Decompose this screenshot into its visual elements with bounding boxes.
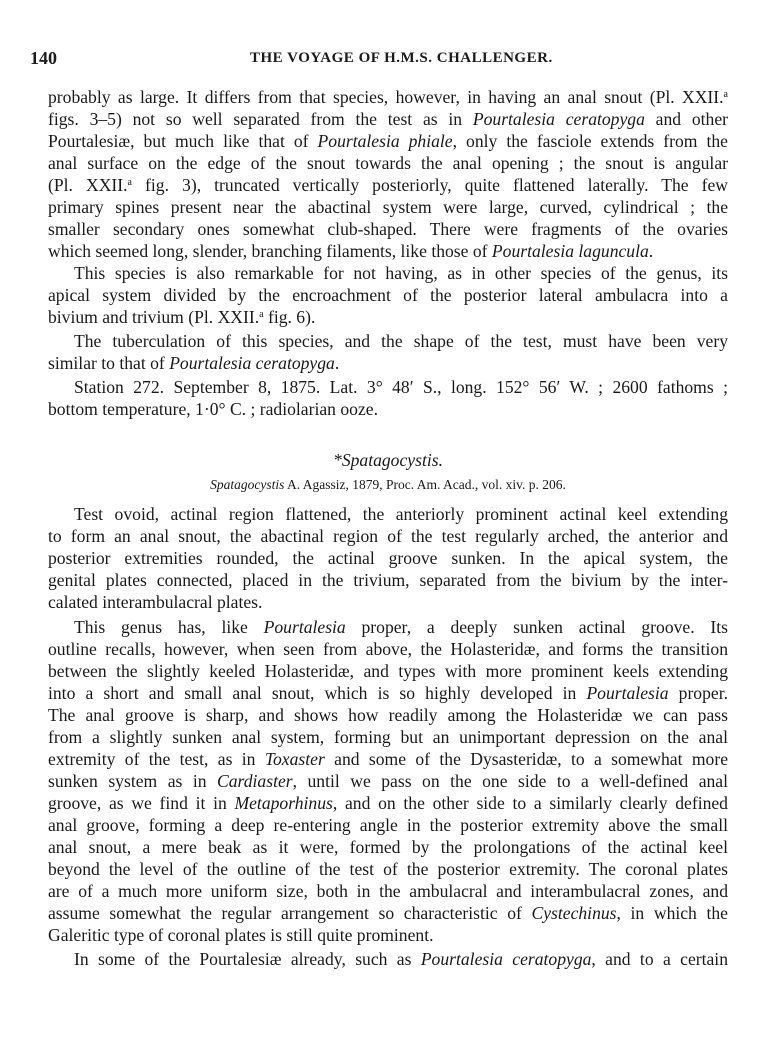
text-line: primary spines present near the abactinal system were large, curved, cylindrical ; the bbox=[48, 197, 728, 217]
text-line: (Pl. XXII.$^a$ fig. 3), truncated vertically posteriorly, quite flattened laterally. The few bbox=[48, 175, 728, 195]
text-line: calated interambulacral plates. bbox=[48, 592, 263, 612]
text-line: similar to that of Pourtalesia ceratopyga. bbox=[48, 353, 340, 373]
text-line: assume somewhat the regular arrangement so characteristic of Cystechinus, in which the bbox=[48, 903, 728, 923]
text-line: figs. 3–5) not so well separated from the test as in Pourtalesia ceratopyga and other bbox=[48, 109, 728, 129]
text-line: apical system divided by the encroachment of the posterior lateral ambulacra into a bbox=[48, 285, 728, 305]
text-line: genital plates connected, placed in the trivium, separated from the bivium by the inter- bbox=[48, 570, 728, 590]
text-line: beyond the level of the outline of the test of the posterior extremity. The coronal plates bbox=[48, 859, 728, 879]
text-line: groove, as we find it in Metaporhinus, and on the other side to a similarly clearly defined bbox=[48, 793, 728, 813]
text-line: The tuberculation of this species, and the shape of the test, must have been very bbox=[74, 331, 728, 351]
station-line: Station 272. September 8, 1875. Lat. 3° 48′ S., long. 152° 56′ W. ; 2600 fathoms ; bbox=[74, 377, 728, 397]
text-line: between the slightly keeled Holasteridæ, and types with more prominent keels extending bbox=[48, 661, 728, 681]
text-line: Galeritic type of coronal plates is still quite prominent. bbox=[48, 925, 434, 945]
station-line: bottom temperature, 1·0° C. ; radiolarian ooze. bbox=[48, 399, 378, 419]
text-line: anal groove, forming a deep re-entering angle in the posterior extremity above the small bbox=[48, 815, 728, 835]
text-line: into a short and small anal snout, which is so highly developed in Pourtalesia proper. bbox=[48, 683, 728, 703]
text-line: In some of the Pourtalesiæ already, such as Pourtalesia ceratopyga, and to a certain bbox=[74, 949, 728, 969]
section-citation: Spatagocystis A. Agassiz, 1879, Proc. Am. Acad., vol. xiv. p. 206. bbox=[210, 477, 566, 492]
text-line: anal snout, a mere beak as it were, formed by the prolongations of the actinal keel bbox=[48, 837, 728, 857]
text-line: This species is also remarkable for not having, as in other species of the genus, its bbox=[74, 263, 728, 283]
text-line: The anal groove is sharp, and shows how readily among the Holasteridæ we can pass bbox=[48, 705, 728, 725]
text-line: Pourtalesiæ, but much like that of Pourtalesia phiale, only the fasciole extends from the bbox=[48, 131, 728, 151]
text-line: bivium and trivium (Pl. XXII.$^a$ fig. 6). bbox=[48, 307, 316, 327]
text-line: smaller secondary ones somewhat club-shaped. There were fragments of the ovaries bbox=[48, 219, 728, 239]
text-line: extremity of the test, as in Toxaster and some of the Dysasteridæ, to a somewhat more bbox=[48, 749, 728, 769]
text-line: from a slightly sunken anal system, forming but an unimportant depression on the anal bbox=[48, 727, 728, 747]
text-line: posterior extremities rounded, the actinal groove sunken. In the apical system, the bbox=[48, 548, 728, 568]
page-number: 140 bbox=[30, 48, 57, 68]
text-line: Test ovoid, actinal region flattened, the anteriorly prominent actinal keel extending bbox=[74, 504, 728, 524]
text-line: outline recalls, however, when seen from above, the Holasteridæ, and forms the transition bbox=[48, 639, 728, 659]
text-line: probably as large. It differs from that species, however, in having an anal snout (Pl. XXII.$^a$ bbox=[48, 87, 728, 107]
section-heading: *Spatagocystis. bbox=[333, 450, 443, 470]
text-line: anal surface on the edge of the snout towards the anal opening ; the snout is angular bbox=[48, 153, 728, 173]
running-head: THE VOYAGE OF H.M.S. CHALLENGER. bbox=[250, 50, 553, 66]
page-header bbox=[30, 42, 746, 70]
text-line: are of a much more uniform size, both in the ambulacral and interambulacral zones, and bbox=[48, 881, 728, 901]
text-line: sunken system as in Cardiaster, until we pass on the one side to a well-defined anal bbox=[48, 771, 728, 791]
text-line: to form an anal snout, the abactinal region of the test regularly arched, the anterior and bbox=[48, 526, 728, 546]
text-line: which seemed long, slender, branching filaments, like those of Pourtalesia laguncula. bbox=[48, 241, 654, 261]
text-line: This genus has, like Pourtalesia proper, a deeply sunken actinal groove. Its bbox=[74, 617, 728, 637]
